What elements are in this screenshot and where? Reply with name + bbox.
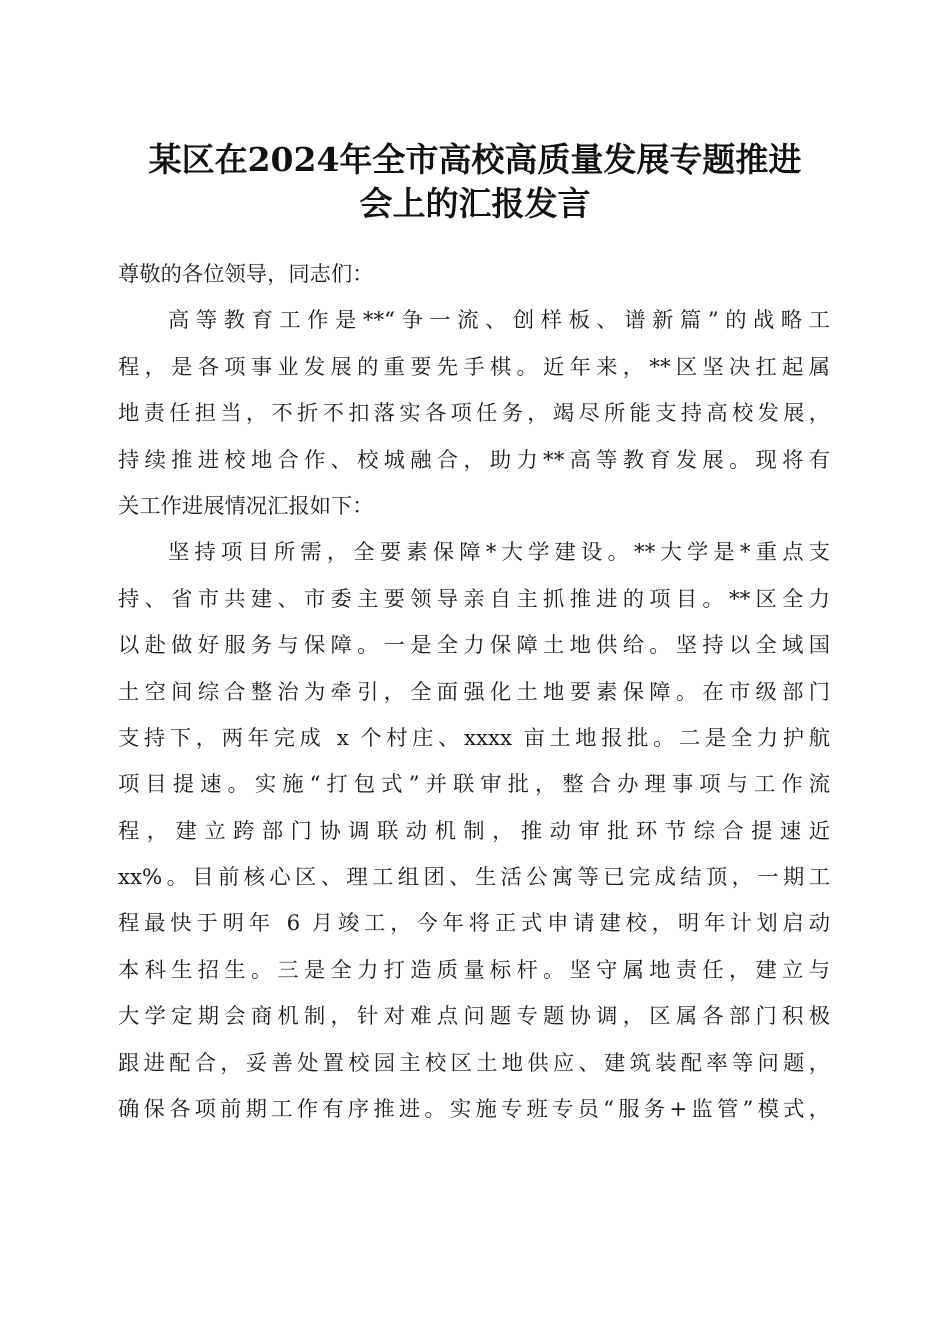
paragraph-line: 大学定期会商机制，针对难点问题专题协调，区属各部门积极 bbox=[118, 1004, 830, 1030]
paragraph-line: 坚持项目所需，全要素保障*大学建设。**大学是*重点支 bbox=[168, 540, 830, 566]
paragraph-line: 持、省市共建、市委主要领导亲自主抓推进的项目。**区全力 bbox=[118, 586, 830, 612]
paragraph-line: 程最快于明年 6 月竣工，今年将正式申请建校，明年计划启动 bbox=[118, 911, 830, 937]
paragraph-2 bbox=[118, 530, 830, 1133]
paragraph-line: 持续推进校地合作、校城融合，助力**高等教育发展。现将有 bbox=[118, 447, 830, 473]
paragraph-1 bbox=[118, 298, 830, 530]
paragraph-line: 程，是各项事业发展的重要先手棋。近年来，**区坚决扛起属 bbox=[118, 354, 830, 380]
paragraph-line: 程，建立跨部门协调联动机制，推动审批环节综合提速近 bbox=[118, 818, 830, 844]
paragraph-line: 以赴做好服务与保障。一是全力保障土地供给。坚持以全域国 bbox=[118, 633, 830, 659]
salutation: 尊敬的各位领导，同志们： bbox=[118, 262, 374, 287]
paragraph-line: 跟进配合，妥善处置校园主校区土地供应、建筑装配率等问题， bbox=[118, 1050, 830, 1076]
document-title bbox=[100, 138, 850, 226]
paragraph-line: 地责任担当，不折不扣落实各项任务，竭尽所能支持高校发展， bbox=[118, 401, 830, 427]
paragraph-line: 本科生招生。三是全力打造质量标杆。坚守属地责任，建立与 bbox=[118, 957, 830, 983]
paragraph-line: 项目提速。实施“打包式”并联审批，整合办理事项与工作流 bbox=[118, 772, 830, 798]
paragraph-line: xx%。目前核心区、理工组团、生活公寓等已完成结顶，一期工 bbox=[118, 865, 830, 891]
title-line-2: 会上的汇报发言 bbox=[359, 184, 591, 223]
paragraph-line: 确保各项前期工作有序推进。实施专班专员“服务+监管”模式， bbox=[118, 1097, 830, 1123]
paragraph-line: 关工作进展情况汇报如下： bbox=[118, 493, 374, 519]
paragraph-line: 支持下，两年完成 x 个村庄、xxxx 亩土地报批。二是全力护航 bbox=[118, 725, 830, 751]
document-body bbox=[118, 252, 830, 1133]
paragraph-line: 高等教育工作是**“争一流、创样板、谱新篇”的战略工 bbox=[168, 308, 830, 334]
title-line-1: 某区在2024年全市高校高质量发展专题推进 bbox=[148, 140, 802, 179]
paragraph-line: 土空间综合整治为牵引，全面强化土地要素保障。在市级部门 bbox=[118, 679, 830, 705]
